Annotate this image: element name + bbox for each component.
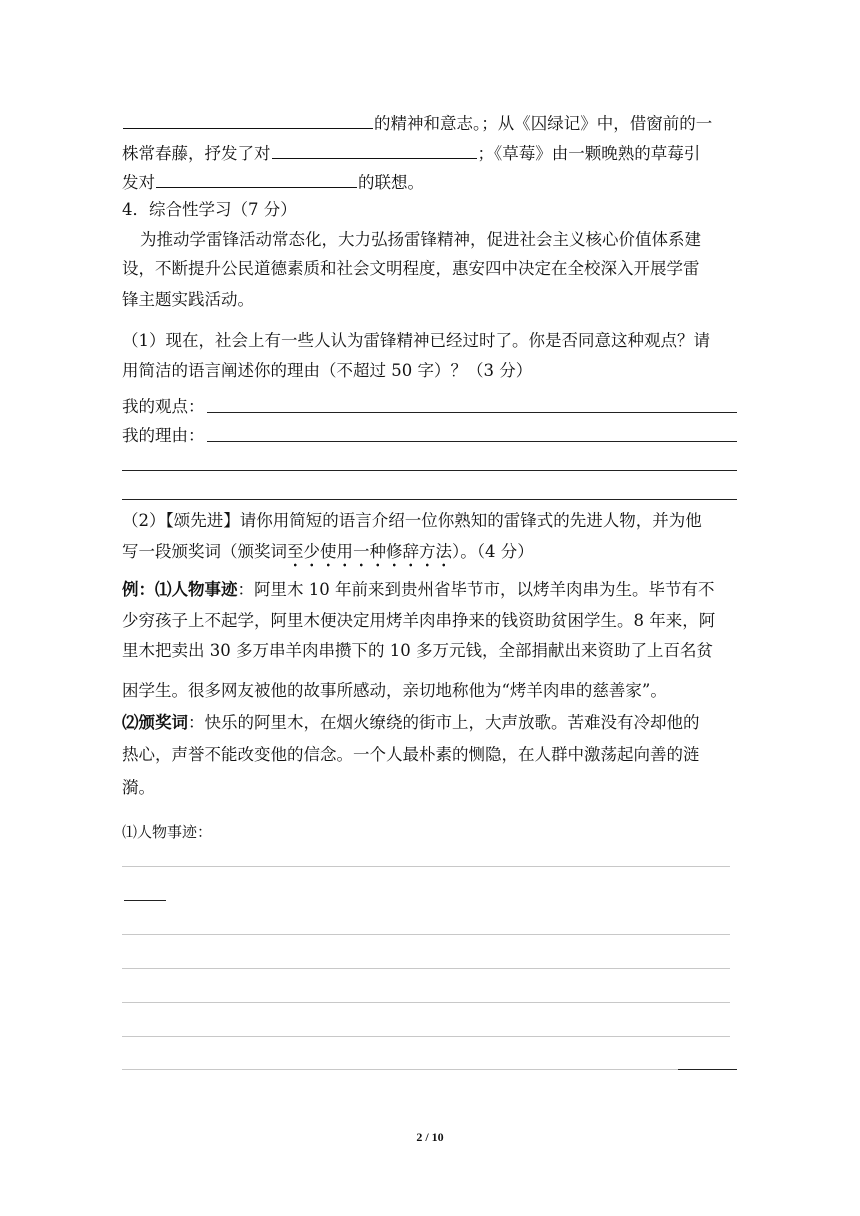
example-line-4: 困学生。很多网友被他的故事所感动，亲切地称他为“烤羊肉串的慈善家”。 xyxy=(122,681,667,700)
answer-line-6[interactable] xyxy=(122,1069,678,1070)
example-label-award: ⑵颁奖词 xyxy=(122,713,188,732)
reason-answer-line-1[interactable] xyxy=(207,441,737,442)
answer-line-4[interactable] xyxy=(122,1002,730,1003)
section-para-line-2: 设，不断提升公民道德素质和社会文明程度，惠安四中决定在全校深入开展学雷 xyxy=(122,259,700,278)
viewpoint-label: 我的观点： xyxy=(122,397,205,416)
example-line-1: 例：⑴人物事迹：阿里木 10 年前来到贵州省毕节市，以烤羊肉串为生。毕节有不 xyxy=(122,580,715,599)
fill-blank-3[interactable] xyxy=(156,171,357,188)
example-line-7: 漪。 xyxy=(122,778,155,797)
example-label-deeds: 例：⑴人物事迹 xyxy=(122,580,238,599)
example-line-6: 热心，声誉不能改变他的信念。一个人最朴素的恻隐，在人群中激荡起向善的涟 xyxy=(122,745,700,764)
question-1-line-2: 用简洁的语言阐述你的理由（不超过 50 字）？（3 分） xyxy=(122,361,533,380)
example-line-2: 少穷孩子上不起学，阿里木便决定用烤羊肉串挣来的钱资助贫困学生。8 年来，阿 xyxy=(122,611,716,630)
reason-answer-line-3[interactable] xyxy=(122,499,737,500)
answer-line-2[interactable] xyxy=(122,934,730,935)
question-2-line-1: （2）【颂先进】请你用简短的语言介绍一位你熟知的雷锋式的先进人物，并为他 xyxy=(122,511,702,530)
question-1-line-1: （1）现在，社会上有一些人认为雷锋精神已经过时了。你是否同意这种观点？请 xyxy=(122,331,710,350)
fill-blank-1[interactable] xyxy=(123,112,373,129)
viewpoint-answer-line[interactable] xyxy=(207,412,737,413)
question-2-line-2: 写一段颁奖词（颁奖词至少使用一种修辞方法）。（4 分） xyxy=(122,542,534,562)
reason-answer-line-2[interactable] xyxy=(122,470,737,471)
section-para-line-1: 为推动学雷锋活动常态化，大力弘扬雷锋精神，促进社会主义核心价值体系建 xyxy=(140,230,701,249)
intro-line-2: 株常春藤，抒发了对 ；《草莓》由一颗晚熟的草莓引 xyxy=(122,144,701,163)
section-heading: 4．综合性学习（7 分） xyxy=(122,200,297,219)
example-line-5: ⑵颁奖词：快乐的阿里木，在烟火缭绕的街市上，大声放歌。苦难没有冷却他的 xyxy=(122,713,700,732)
answer-line-3[interactable] xyxy=(122,968,730,969)
answer-line-6-end[interactable] xyxy=(678,1069,737,1070)
example-line-3: 里木把卖出 30 多万串羊肉串攒下的 10 多万元钱，全部捐献出来资助了上百名贫 xyxy=(122,641,713,660)
answer-short-line[interactable] xyxy=(124,900,166,901)
answer-line-1[interactable] xyxy=(122,866,730,867)
fill-blank-2[interactable] xyxy=(272,142,477,159)
answer-line-5[interactable] xyxy=(122,1036,730,1037)
intro-line-1: 的精神和意志。；从《囚绿记》中，借窗前的一 xyxy=(122,112,712,134)
intro-line-3: 发对 的联想。 xyxy=(122,173,424,192)
section-para-line-3: 锋主题实践活动。 xyxy=(122,290,254,309)
page-number: 2 / 10 xyxy=(416,1130,444,1144)
reason-label: 我的理由： xyxy=(122,426,205,445)
emphasis-dotted-text: 至少使用一种修辞方法 xyxy=(287,542,452,568)
answer-label: ⑴人物事迹： xyxy=(122,823,213,841)
